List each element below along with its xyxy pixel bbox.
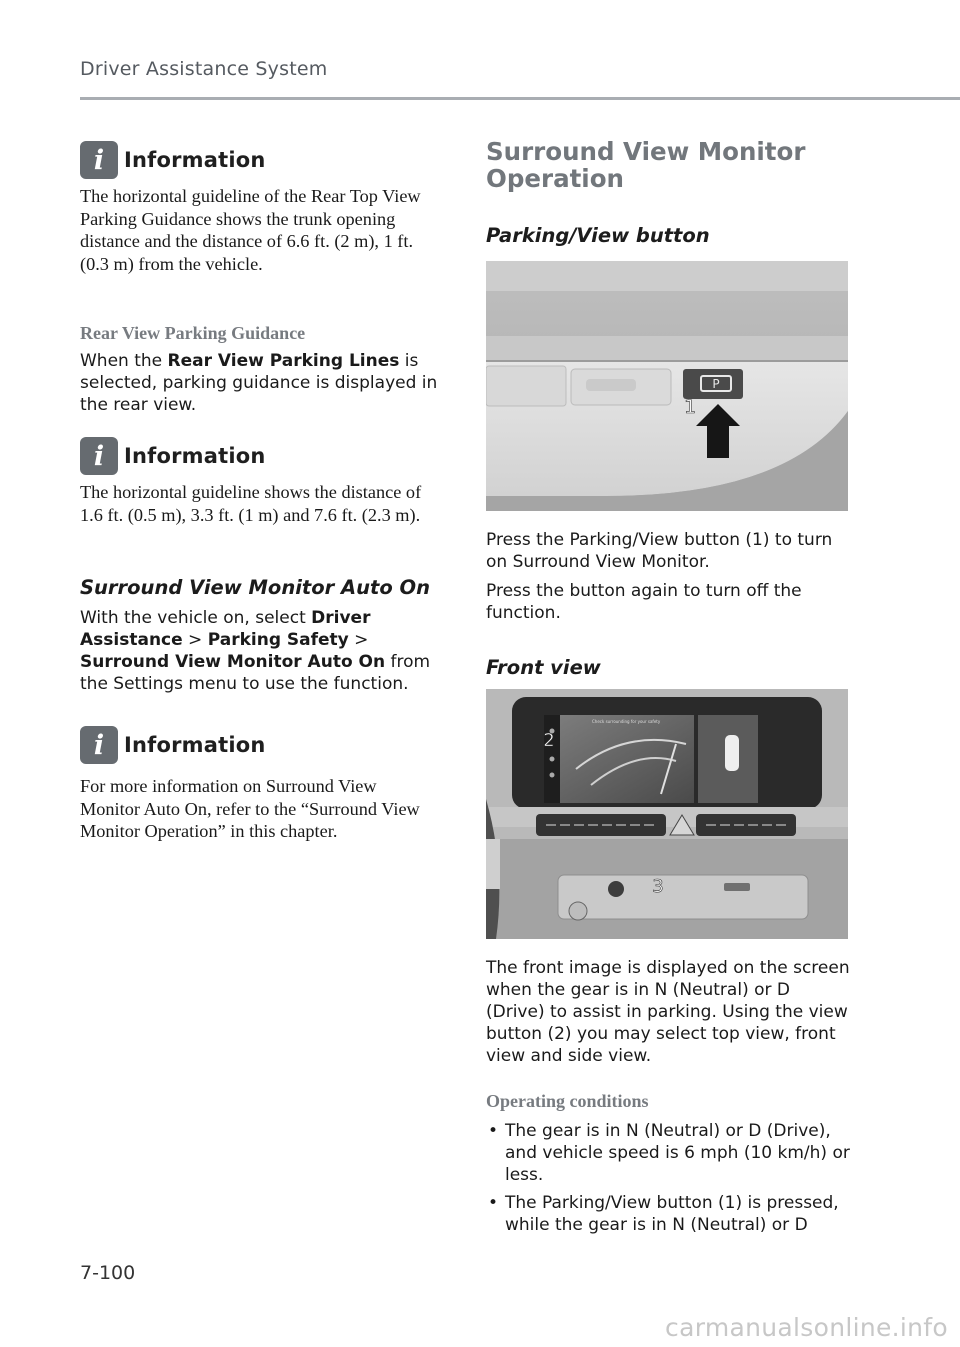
parking-button-illustration xyxy=(486,261,848,511)
auto-on-heading: Surround View Monitor Auto On xyxy=(80,576,430,599)
info-icon: i xyxy=(80,437,118,475)
info-box-2 xyxy=(80,436,440,526)
front-view-text: The front image is displayed on the screen when the gear is in N (Neutral) or D (Drive) to assist in parking. Using the view button (2) you may select top view, front view and side view. xyxy=(486,958,850,1066)
front-view-illustration xyxy=(486,689,848,939)
info-title: Information xyxy=(124,444,266,468)
operating-conditions-heading: Operating conditions xyxy=(486,1091,649,1111)
rear-view-heading: Rear View Parking Guidance xyxy=(80,323,306,343)
left-column xyxy=(80,140,440,843)
parking-button-figure xyxy=(486,261,848,511)
info-heading xyxy=(80,140,440,180)
front-view-heading: Front view xyxy=(486,656,601,679)
front-view-figure xyxy=(486,689,848,939)
info-icon: i xyxy=(80,726,118,764)
info-heading xyxy=(80,725,440,765)
parking-button-heading: Parking/View button xyxy=(486,224,710,247)
info-text: The horizontal guideline shows the distance of 1.6 ft. (0.5 m), 3.3 ft. (1 m) and 7.6 ft. (2.3 m). xyxy=(80,482,422,525)
callout-2: 2 xyxy=(543,730,555,751)
info-icon: i xyxy=(80,141,118,179)
info-title: Information xyxy=(124,148,266,172)
auto-on-text: With the vehicle on, select Driver Assistance > Parking Safety > Surround View Monitor Auto On from the Settings menu to use the function. xyxy=(80,608,431,694)
section-title: Surround View Monitor Operation xyxy=(486,137,806,193)
list-item: • The gear is in N (Neutral) or D (Drive), and vehicle speed is 6 mph (10 km/h) or less. xyxy=(486,1120,850,1186)
info-text: The horizontal guideline of the Rear Top View Parking Guidance shows the trunk opening distance and the distance of 6.6 ft. (2 m), 1 ft. (0.3 m) from the vehicle. xyxy=(80,186,421,274)
callout-1: 1 xyxy=(683,396,697,418)
right-column xyxy=(486,138,850,1242)
parking-button-text-1: Press the Parking/View button (1) to turn on Surround View Monitor. xyxy=(486,530,833,572)
list-item: • The Parking/View button (1) is pressed, while the gear is in N (Neutral) or D xyxy=(486,1192,850,1236)
info-title: Information xyxy=(124,733,266,757)
button-label: P xyxy=(712,377,720,391)
page-number: 7-100 xyxy=(80,1262,136,1284)
callout-3: 3 xyxy=(652,876,664,897)
info-text: For more information on Surround View Monitor Auto On, refer to the “Surround View Monitor Operation” in this chapter. xyxy=(80,776,420,841)
operating-conditions-list xyxy=(486,1120,850,1236)
header-title: Driver Assistance System xyxy=(80,58,328,80)
header-rule xyxy=(80,97,960,100)
screen-notice: Check surrounding for your safety xyxy=(592,719,661,724)
info-box-3 xyxy=(80,725,440,843)
watermark: carmanualsonline.info xyxy=(665,1313,948,1342)
info-box-1 xyxy=(80,140,440,275)
parking-button-text-2: Press the button again to turn off the function. xyxy=(486,581,802,623)
rear-view-text: When the Rear View Parking Lines is selected, parking guidance is displayed in the rear view. xyxy=(80,351,438,415)
info-heading xyxy=(80,436,440,476)
